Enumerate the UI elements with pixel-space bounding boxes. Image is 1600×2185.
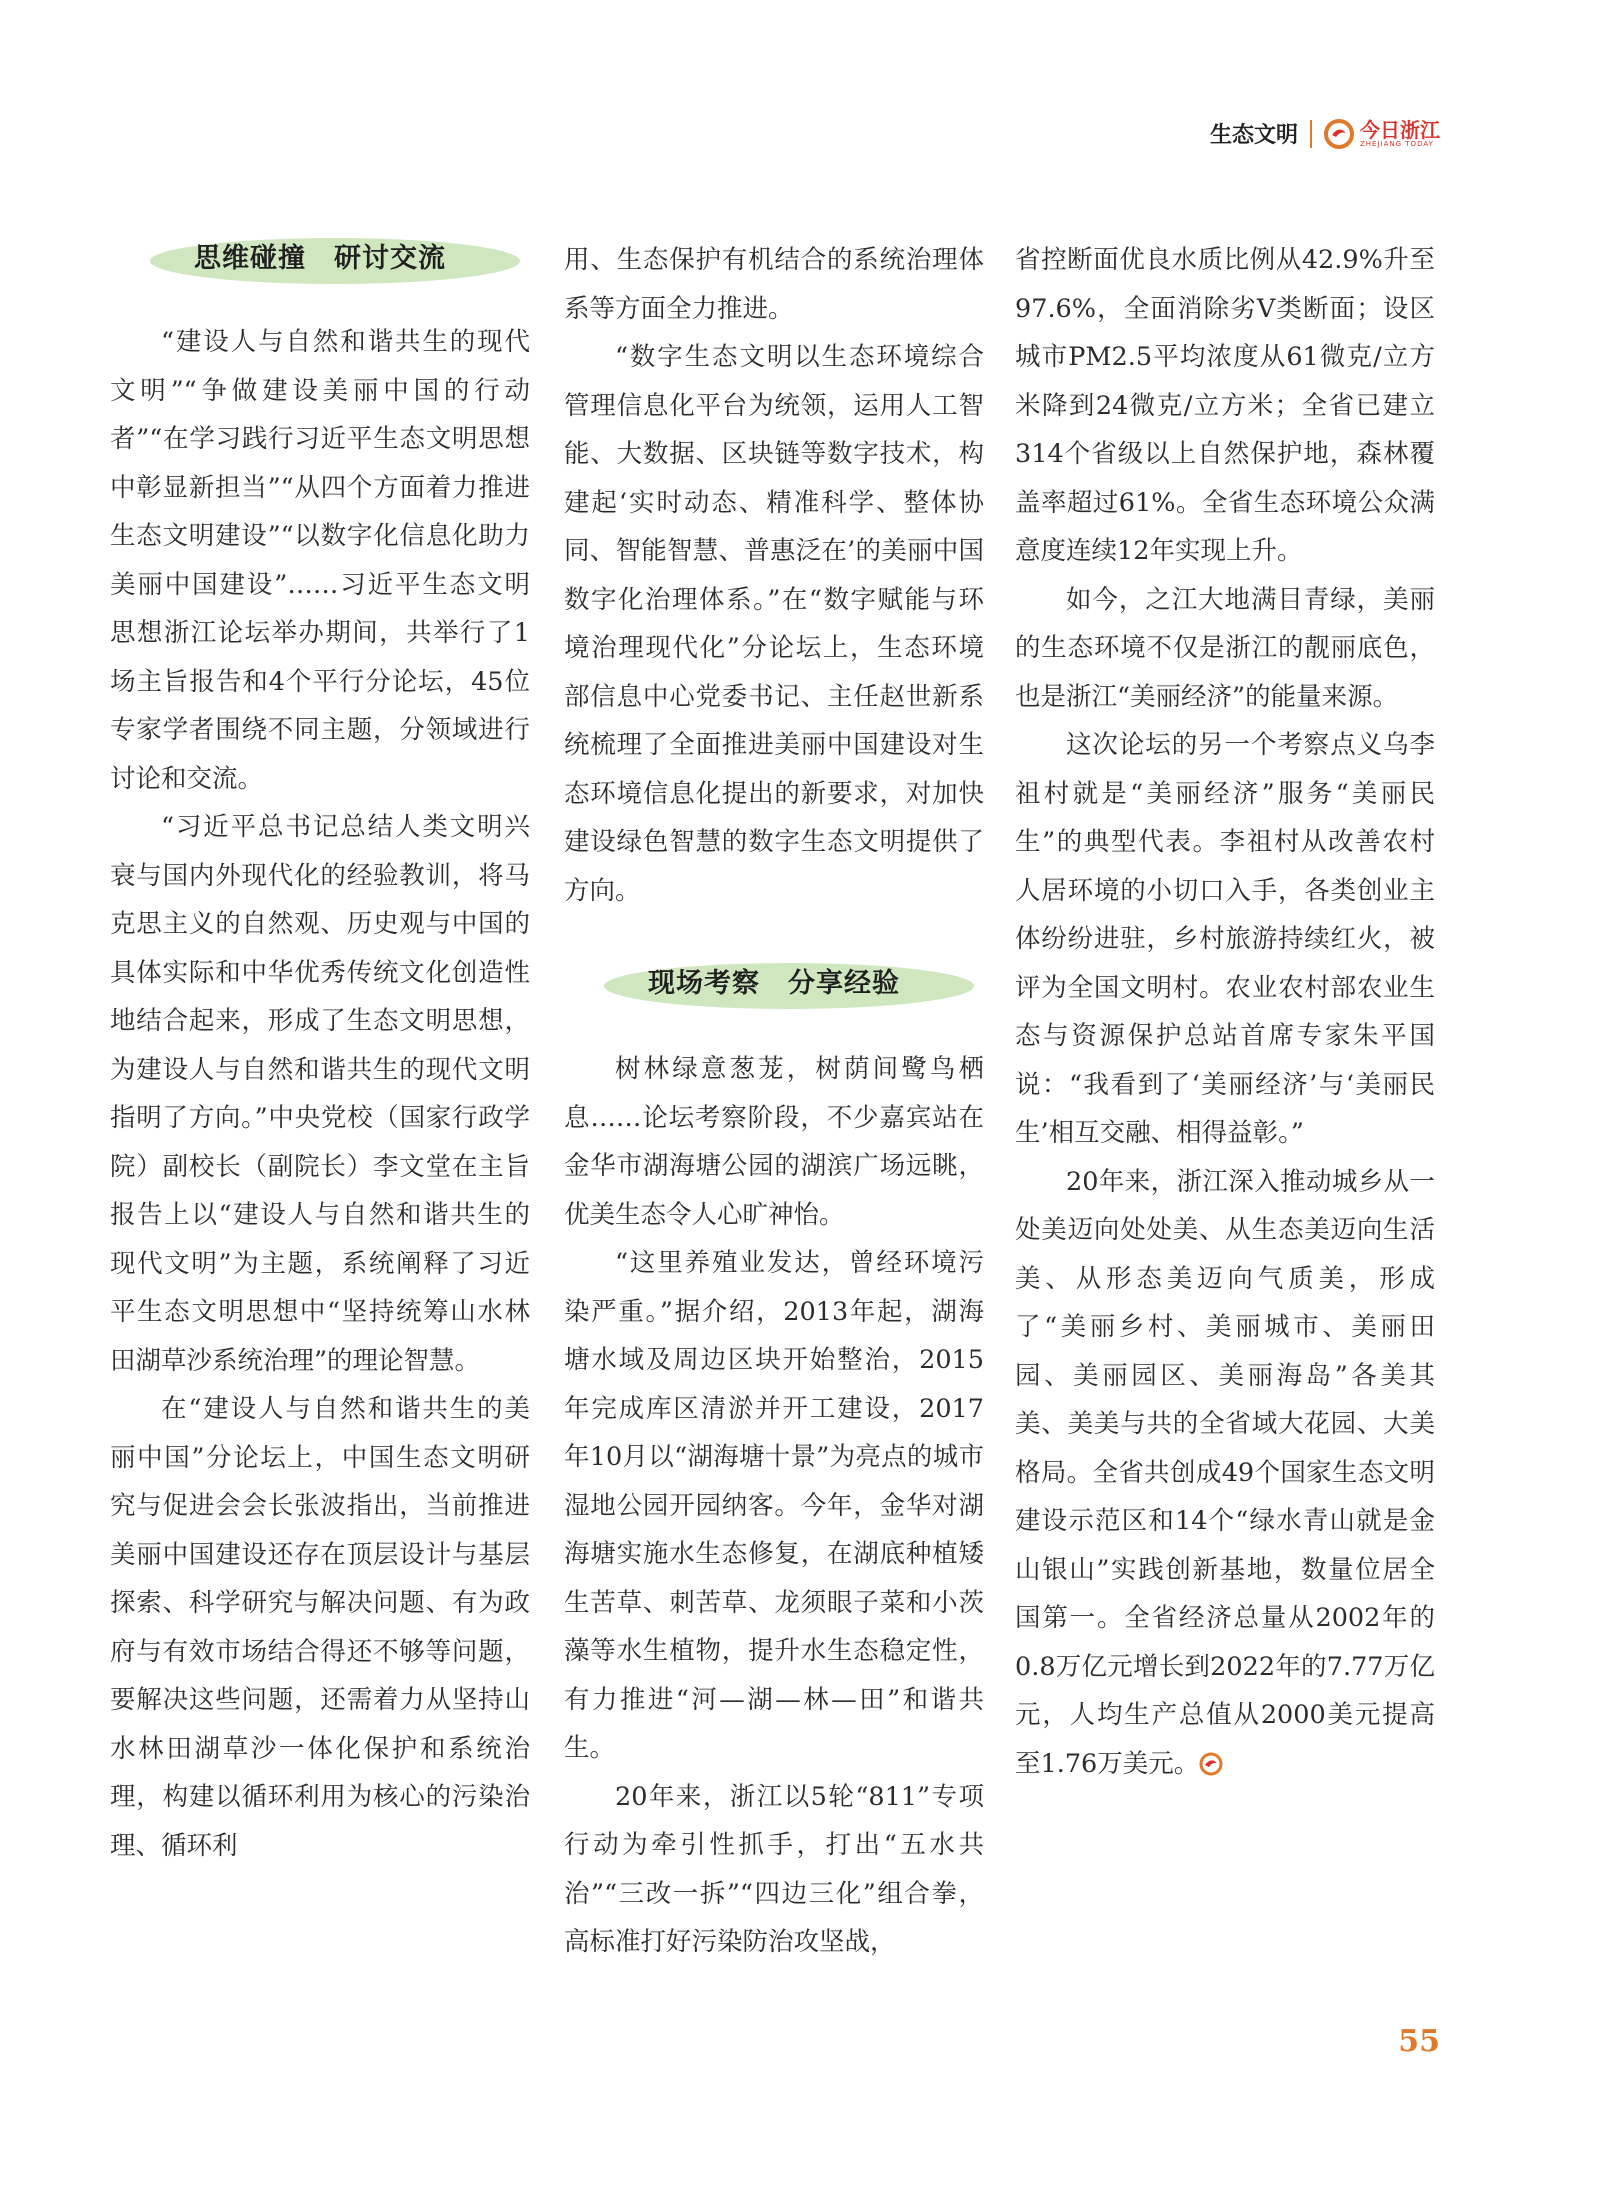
paragraph-continued: 省控断面优良水质比例从42.9%升至97.6%，全面消除劣Ⅴ类断面；设区城市PM2.5平均浓度从61微克/立方米降到24微克/立方米；全省已建立314个省级以上自然保护地，森林覆盖率超过61%。全省生态环境公众满意度连续12年实现上升。 [1015,245,1435,566]
paragraph: “建设人与自然和谐共生的现代文明”“争做建设美丽中国的行动者”“在学习践行习近平生态文明思想中彰显新担当”“从四个方面着力推进生态文明建设”“以数字化信息化助力美丽中国建设”……习近平生态文明思想浙江论坛举办期间，共举行了1场主旨报告和4个平行分论坛，45位专家学者围绕不同主题，分领域进行讨论和交流。 [110,327,530,794]
paragraph-text: 20年来，浙江深入推动城乡从一处美迈向处处美、从生态美迈向生活美、从形态美迈向气质美，形成了“美丽乡村、美丽城市、美丽田园、美丽园区、美丽海岛”各美其美、美美与共的全省域大花园、大美格局。全省共创成49个国家生态文明建设示范区和14个“绿水青山就是金山银山”实践创新基地，数量位居全国第一。全省经济总量从2002年的0.8万亿元增长到2022年的7.77万亿元，人均生产总值从2000美元提高至1.76万美元。 [1015,1166,1435,1779]
paragraph-continued: 用、生态保护有机结合的系统治理体系等方面全力推进。 [564,245,984,324]
paragraph: 20年来，浙江以5轮“811”专项行动为牵引性抓手，打出“五水共治”“三改一拆”“四边三化”组合拳，高标准打好污染防治攻坚战， [564,1781,984,1957]
brand-subtitle: ZHEJIANG TODAY [1360,139,1434,148]
paragraph: “习近平总书记总结人类文明兴衰与国内外现代化的经验教训，将马克思主义的自然观、历史观与中国的具体实际和中华优秀传统文化创造性地结合起来，形成了生态文明思想，为建设人与自然和谐共生的现代文明指明了方向。”中央党校（国家行政学院）副校长（副院长）李文堂在主旨报告上以“建设人与自然和谐共生的现代文明”为主题，系统阐释了习近平生态文明思想中“坚持统筹山水林田湖草沙系统治理”的理论智慧。 [110,812,530,1376]
section-heading-text: 思维碰撞 研讨交流 [194,242,446,274]
page-number: 55 [1398,2024,1440,2059]
column-3 [1015,236,1435,1788]
section-heading [564,953,984,1015]
column-2 [564,236,984,1967]
paragraph: 这次论坛的另一个考察点义乌李祖村就是“美丽经济”服务“美丽民生”的典型代表。李祖村从改善农村人居环境的小切口入手，各类创业主体纷纷进驻，乡村旅游持续红火，被评为全国文明村。农业农村部农业生态与资源保护总站首席专家朱平国说：“我看到了‘美丽经济’与‘美丽民生’相互交融、相得益彰。” [1015,730,1435,1148]
header-divider [1310,120,1312,148]
paragraph: 树林绿意葱茏，树荫间鹭鸟栖息……论坛考察阶段，不少嘉宾站在金华市湖海塘公园的湖滨广场远眺，优美生态令人心旷神怡。 [564,1054,984,1230]
last-paragraph [1015,1158,1435,1789]
paragraph: 在“建设人与自然和谐共生的美丽中国”分论坛上，中国生态文明研究与促进会会长张波指出，当前推进美丽中国建设还存在顶层设计与基层探索、科学研究与解决问题、有为政府与有效市场结合得还不够等问题，要解决这些问题，还需着力从坚持山水林田湖草沙一体化保护和系统治理，构建以循环利用为核心的污染治理、循环利 [110,1394,530,1861]
brand-name: 今日浙江 [1360,117,1440,142]
section-name: 生态文明 [1209,123,1298,148]
section-heading-text: 现场考察 分享经验 [648,967,900,999]
page-header [1210,118,1440,149]
column-1 [110,236,530,1870]
end-mark-icon [1199,1752,1223,1776]
section-heading [110,228,530,290]
paragraph: “这里养殖业发达，曾经环境污染严重。”据介绍，2013年起，湖海塘水域及周边区块开始整治，2015年完成库区清淤并开工建设，2017年10月以“湖海塘十景”为亮点的城市湿地公园开园纳客。今年，金华对湖海塘实施水生态修复，在湖底种植矮生苦草、刺苦草、龙须眼子菜和小茨藻等水生植物，提升水生态稳定性，有力推进“河—湖—林—田”和谐共生。 [564,1248,984,1763]
paragraph: “数字生态文明以生态环境综合管理信息化平台为统领，运用人工智能、大数据、区块链等数字技术，构建起‘实时动态、精准科学、整体协同、智能智慧、普惠泛在’的美丽中国数字化治理体系。”在“数字赋能与环境治理现代化”分论坛上，生态环境部信息中心党委书记、主任赵世新系统梳理了全面推进美丽中国建设对生态环境信息化提出的新要求，对加快建设绿色智慧的数字生态文明提供了方向。 [564,342,984,906]
paragraph: 如今，之江大地满目青绿，美丽的生态环境不仅是浙江的靓丽底色，也是浙江“美丽经济”的能量来源。 [1015,584,1435,712]
brand-logo-icon [1324,119,1354,149]
brand [1324,119,1440,149]
